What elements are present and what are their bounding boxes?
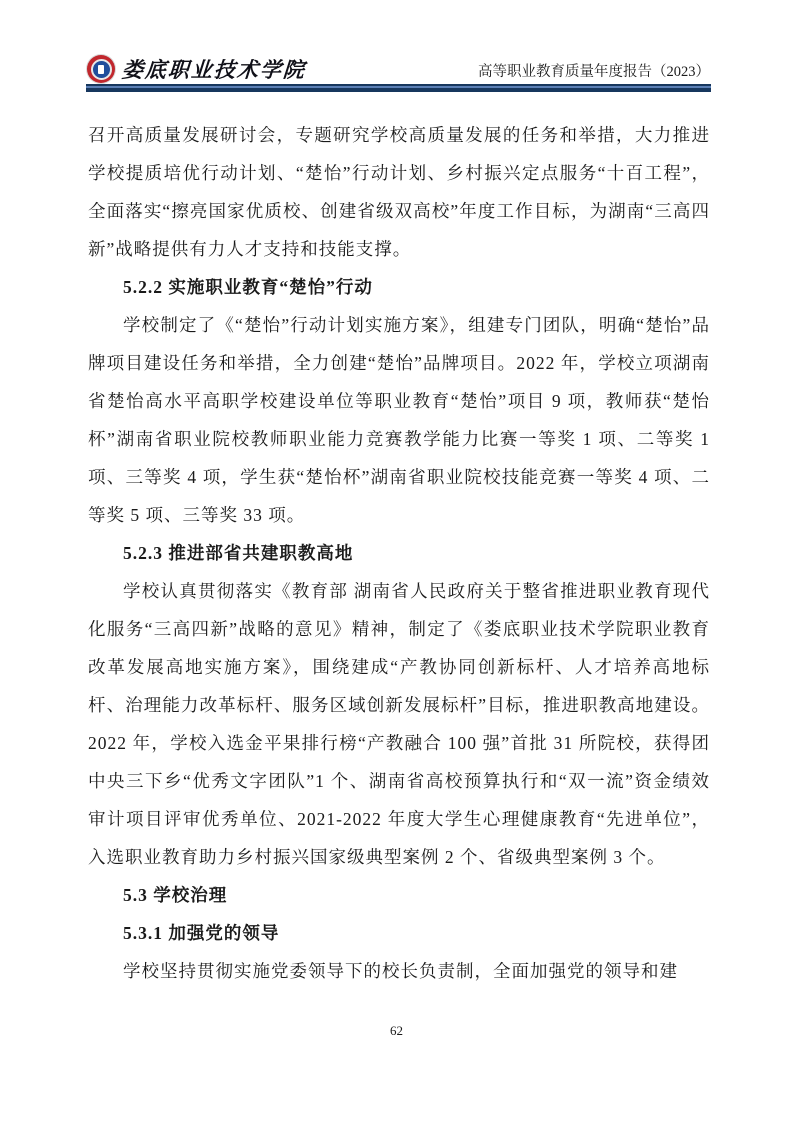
paragraph-5-2-2: 学校制定了《“楚怡”行动计划实施方案》，组建专门团队，明确“楚怡”品牌项目建设任务和举措，全力创建“楚怡”品牌项目。2022 年，学校立项湖南省楚怡高水平高职学校建设单位等职业教育“楚怡”项目 9 项，教师获“楚怡杯”湖南省职业院校教师职业能力竞赛教学能力比赛一等奖 1 项、二等奖 1 项、三等奖 4 项，学生获“楚怡杯”湖南省职业院校技能竞赛一等奖 4 项、二等奖 5 项、三等奖 33 项。: [88, 315, 710, 525]
logo-center-mark: [98, 65, 104, 74]
paragraph-5-3-1: 学校坚持贯彻实施党委领导下的校长负责制，全面加强党的领导和建: [123, 961, 678, 981]
heading-5-3: 5.3 学校治理: [123, 885, 228, 905]
page-header: [87, 50, 710, 84]
heading-5-3-1: 5.3.1 加强党的领导: [123, 923, 280, 943]
school-name: 娄底职业技术学院: [121, 58, 307, 82]
heading-5-2-2: 5.2.2 实施职业教育“楚怡”行动: [123, 277, 373, 297]
report-title: 高等职业教育质量年度报告（2023）: [478, 64, 710, 80]
header-left: [87, 54, 306, 84]
paragraph-continuation: 召开高质量发展研讨会，专题研究学校高质量发展的任务和举措，大力推进学校提质培优行动计划、“楚怡”行动计划、乡村振兴定点服务“十百工程”，全面落实“擦亮国家优质校、创建省级双高校”年度工作目标，为湖南“三高四新”战略提供有力人才支持和技能支撑。: [88, 125, 710, 259]
page-footer: [0, 1022, 793, 1040]
heading-5-2-3: 5.2.3 推进部省共建职教高地: [123, 543, 354, 563]
page-number: 62: [390, 1023, 403, 1038]
paragraph-5-2-3: 学校认真贯彻落实《教育部 湖南省人民政府关于整省推进职业教育现代化服务“三高四新”战略的意见》精神，制定了《娄底职业技术学院职业教育改革发展高地实施方案》，围绕建成“产教协同创新标杆、人才培养高地标杆、治理能力改革标杆、服务区域创新发展标杆”目标，推进职教高地建设。2022 年，学校入选金平果排行榜“产教融合 100 强”首批 31 所院校，获得团中央三下乡“优秀文字团队”1 个、湖南省高校预算执行和“双一流”资金绩效审计项目评审优秀单位、2021-2022 年度大学生心理健康教育“先进单位”，入选职业教育助力乡村振兴国家级典型案例 2 个、省级典型案例 3 个。: [88, 581, 710, 867]
school-logo-icon: [87, 55, 115, 83]
logo-inner-disc: [91, 59, 112, 80]
header-rule-divider: [86, 84, 711, 92]
document-body: [88, 116, 710, 990]
